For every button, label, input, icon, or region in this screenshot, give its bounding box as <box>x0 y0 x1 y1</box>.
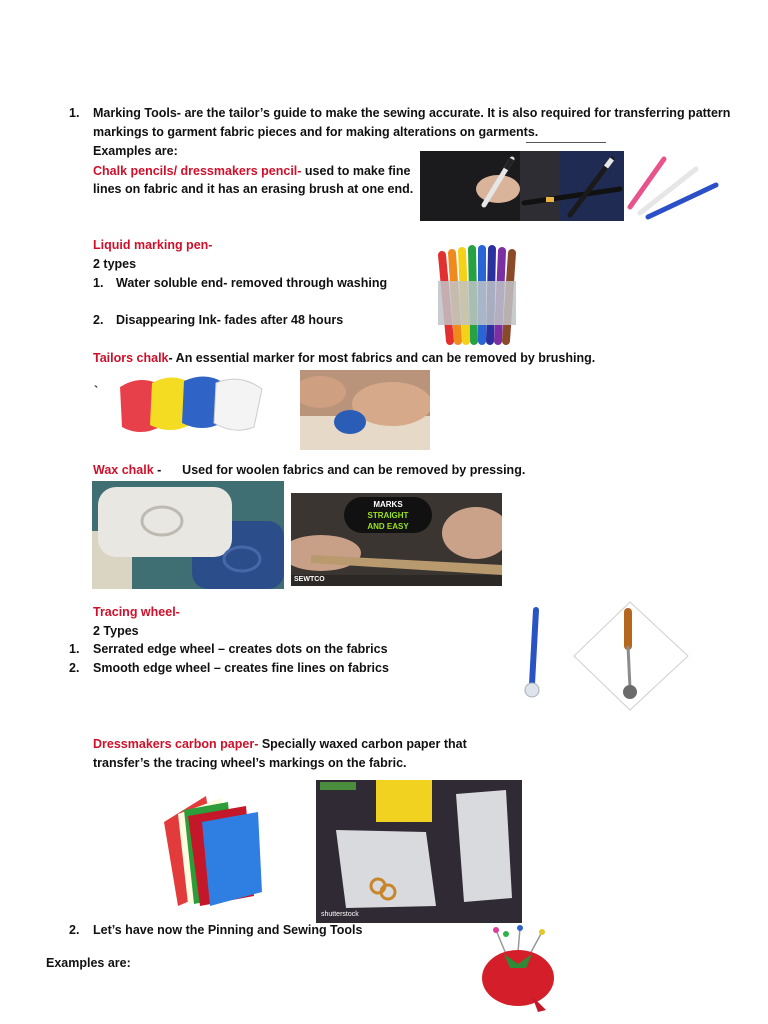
wax-chalk-use-photo <box>291 493 502 586</box>
section2-text: Let’s have now the Pinning and Sewing Tools <box>93 923 363 937</box>
serrated-wheel-photo <box>516 604 556 700</box>
sewtco-logo: SEWTCO <box>294 576 325 583</box>
list-number: 1. <box>69 106 80 120</box>
liquid-pen-item: Disappearing Ink- fades after 48 hours <box>116 313 344 327</box>
wax-chalk-title: Wax chalk <box>93 463 154 477</box>
wax-chalk-desc: - Used for woolen fabrics and can be removed by pressing. <box>153 463 526 477</box>
list-number: 2. <box>69 923 80 937</box>
wax-chalk-banner <box>344 497 432 533</box>
wax-chalk-line <box>93 462 525 478</box>
chalk-pencils-photo <box>420 151 720 221</box>
tracing-wheel-types: 2 Types <box>93 624 139 638</box>
carbon-paper-desc: Specially waxed carbon paper that <box>258 737 467 751</box>
intro-line-2: markings to garment fabric pieces and for making alterations on garments. <box>93 125 539 139</box>
tracing-wheel-item: Serrated edge wheel – creates dots on the fabrics <box>93 642 388 656</box>
tailors-chalk-desc: - An essential marker for most fabrics and can be removed by brushing. <box>168 351 596 365</box>
tailors-chalk-photo <box>112 373 274 435</box>
chalk-pencils-line-2: lines on fabric and it has an erasing brush at one end. <box>93 182 414 196</box>
tailors-chalk-use-photo <box>300 370 430 450</box>
carbon-paper-title: Dressmakers carbon paper- <box>93 737 259 751</box>
list-number: 1. <box>93 276 104 290</box>
carbon-paper-line-1 <box>93 736 467 752</box>
chalk-pencils-line-1 <box>93 163 411 179</box>
stray-mark: ` <box>94 384 99 398</box>
intro-text: are the tailor’s guide to make the sewing accurate. It is also required for transferring pattern <box>180 106 731 120</box>
chalk-pencils-title: Chalk pencils/ dressmakers pencil- <box>93 164 302 178</box>
tailors-chalk-title: Tailors chalk <box>93 351 169 365</box>
list-number: 1. <box>69 642 80 656</box>
examples-label: Examples are: <box>93 144 178 158</box>
intro-line-1 <box>93 105 730 121</box>
divider <box>526 142 606 143</box>
pin-cushion-photo <box>476 924 562 1016</box>
banner-line: AND EASY <box>367 522 409 531</box>
list-number: 2. <box>93 313 104 327</box>
pattern-pieces-photo <box>316 780 522 923</box>
tailors-chalk-line <box>93 350 595 366</box>
chalk-pencils-desc: used to make fine <box>301 164 411 178</box>
marking-tools-heading: Marking Tools- <box>93 106 181 120</box>
carbon-paper-photo <box>158 792 266 910</box>
liquid-pen-title: Liquid marking pen- <box>93 238 213 252</box>
carbon-paper-line-2: transfer’s the tracing wheel’s markings on the fabric. <box>93 756 407 770</box>
list-number: 2. <box>69 661 80 675</box>
smooth-wheel-photo <box>572 600 690 712</box>
liquid-pen-item: Water soluble end- removed through washing <box>116 276 388 290</box>
section2-examples-label: Examples are: <box>46 956 131 970</box>
liquid-pen-types: 2 types <box>93 257 137 271</box>
shutterstock-watermark: shutterstock <box>321 911 359 918</box>
banner-line: STRAIGHT <box>367 511 409 520</box>
liquid-pen-photo <box>430 241 522 351</box>
wax-chalk-photo <box>92 481 284 589</box>
tracing-wheel-item: Smooth edge wheel – creates fine lines on fabrics <box>93 661 389 675</box>
tracing-wheel-title: Tracing wheel- <box>93 605 180 619</box>
banner-line: MARKS <box>373 500 403 509</box>
